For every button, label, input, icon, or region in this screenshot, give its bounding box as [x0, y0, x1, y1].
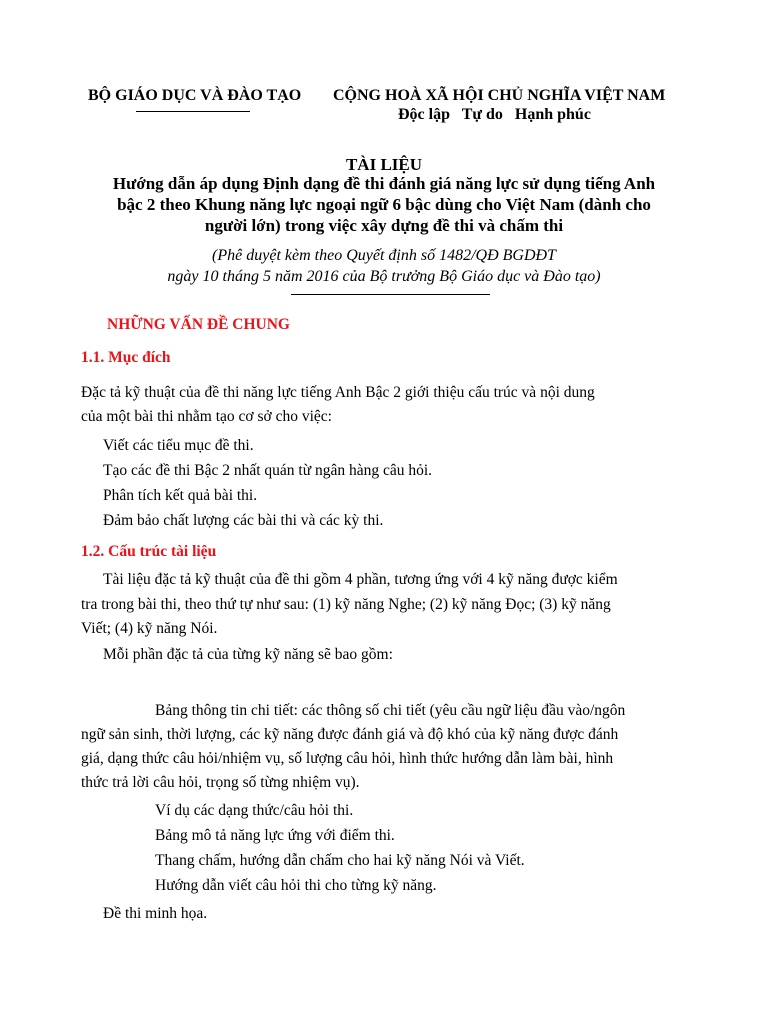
country-name: CỘNG HOÀ XÃ HỘI CHỦ NGHĨA VIỆT NAM: [333, 87, 666, 104]
s12-last-item: Đề thi minh họa.: [103, 905, 208, 922]
approval-line-1: (Phê duyệt kèm theo Quyết định số 1482/QĐ BGDĐT: [212, 247, 556, 264]
heading-1-2: 1.2. Cấu trúc tài liệu: [81, 543, 217, 560]
ministry-underline: [136, 111, 250, 112]
s12-sub-item: Thang chấm, hướng dẫn chấm cho hai kỹ năng Nói và Viết.: [155, 852, 525, 869]
national-motto: Độc lập Tự do Hạnh phúc: [398, 106, 591, 123]
s12-sub-item: Ví dụ các dạng thức/câu hỏi thi.: [155, 802, 354, 819]
ministry-name: BỘ GIÁO DỤC VÀ ĐÀO TẠO: [88, 87, 302, 104]
s12-para-line-3: Viết; (4) kỹ năng Nói.: [81, 620, 218, 637]
s11-item: Đảm bảo chất lượng các bài thi và các kỳ thi.: [103, 512, 384, 529]
approval-underline: [291, 294, 490, 295]
s12-detail-line-2: ngữ sản sinh, thời lượng, các kỹ năng được đánh giá và độ khó của kỹ năng được đánh: [81, 726, 619, 743]
document-title-line-3: người lớn) trong việc xây dựng đề thi và chấm thi: [204, 216, 564, 235]
s11-item: Phân tích kết quả bài thi.: [103, 487, 258, 504]
approval-line-2: ngày 10 tháng 5 năm 2016 của Bộ trưởng Bộ Giáo dục và Đào tạo): [167, 268, 601, 285]
s11-intro-line-2: của một bài thi nhằm tạo cơ sở cho việc:: [81, 408, 332, 425]
s12-lead: Mỗi phần đặc tả của từng kỹ năng sẽ bao gồm:: [103, 646, 393, 663]
document-title-line-2: bậc 2 theo Khung năng lực ngoại ngữ 6 bậc dùng cho Việt Nam (dành cho: [117, 195, 651, 214]
document-title-line-1: Hướng dẫn áp dụng Định dạng đề thi đánh giá năng lực sử dụng tiếng Anh: [112, 174, 656, 193]
s12-sub-item: Bảng mô tả năng lực ứng với điểm thi.: [155, 827, 395, 844]
s12-para-line-1: Tài liệu đặc tả kỹ thuật của đề thi gồm 4 phần, tương ứng với 4 kỹ năng được kiểm: [103, 571, 618, 588]
document-label: TÀI LIỆU: [345, 155, 423, 174]
s11-intro-line-1: Đặc tả kỹ thuật của đề thi năng lực tiếng Anh Bậc 2 giới thiệu cấu trúc và nội dung: [81, 384, 595, 401]
s12-detail-line-4: thức trả lời câu hỏi, trọng số từng nhiệm vụ).: [81, 774, 360, 791]
s11-item: Viết các tiểu mục đề thi.: [103, 437, 254, 454]
heading-1-1: 1.1. Mục đích: [81, 349, 171, 366]
s12-detail-line-1: Bảng thông tin chi tiết: các thông số chi tiết (yêu cầu ngữ liệu đầu vào/ngôn: [155, 702, 626, 719]
s12-para-line-2: tra trong bài thi, theo thứ tự như sau: (1) kỹ năng Nghe; (2) kỹ năng Đọc; (3) kỹ năng: [81, 596, 611, 613]
s12-detail-line-3: giá, dạng thức câu hỏi/nhiệm vụ, số lượng câu hỏi, hình thức hướng dẫn làm bài, hình: [81, 750, 614, 767]
section-heading: NHỮNG VẤN ĐỀ CHUNG: [107, 316, 290, 333]
s12-sub-item: Hướng dẫn viết câu hỏi thi cho từng kỹ năng.: [155, 877, 437, 894]
s11-item: Tạo các đề thi Bậc 2 nhất quán từ ngân hàng câu hỏi.: [103, 462, 433, 479]
